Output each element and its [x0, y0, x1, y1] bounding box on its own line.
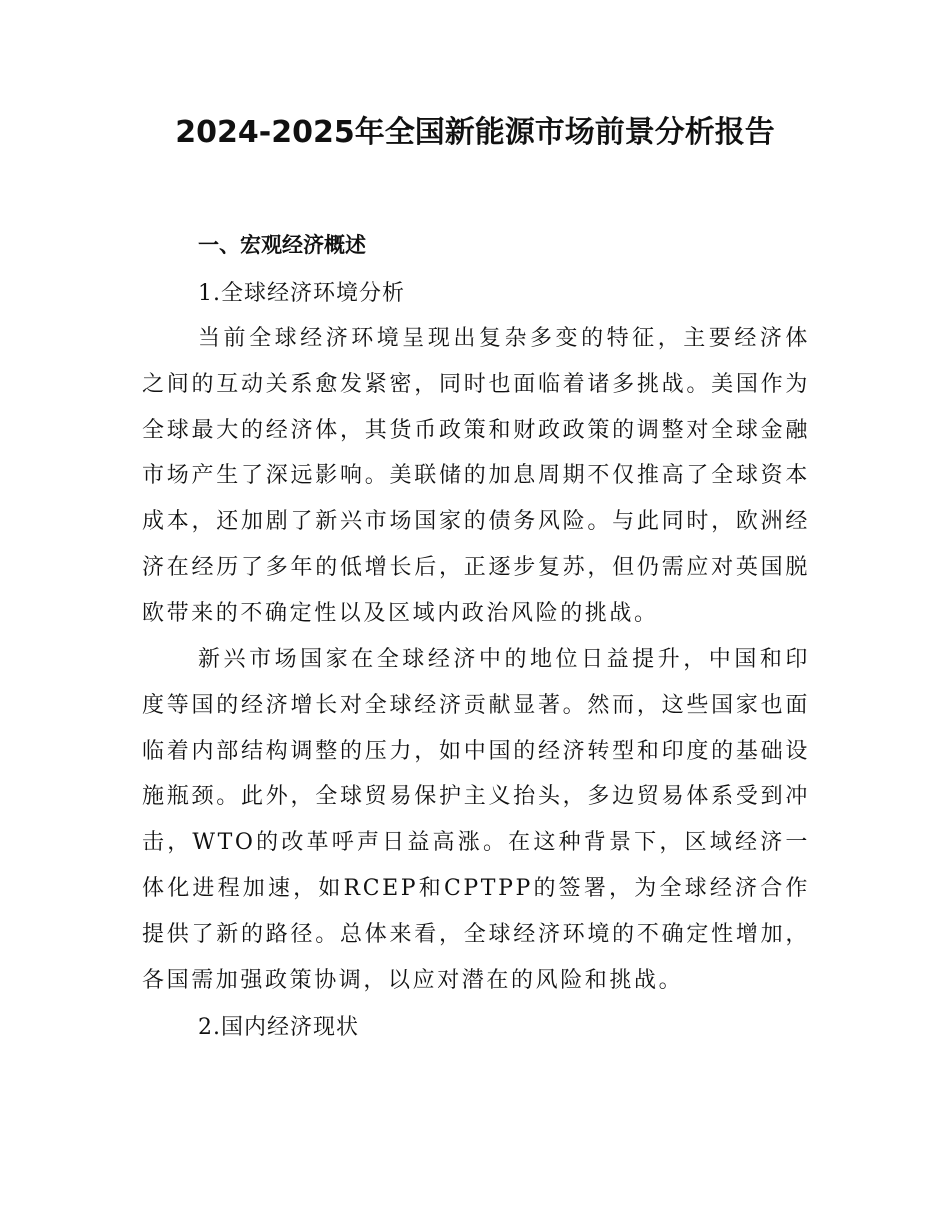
- subsection-heading: 1.全球经济环境分析: [198, 281, 405, 306]
- document-title: 2024-2025年全国新能源市场前景分析报告: [175, 115, 775, 150]
- section-heading: 一、宏观经济概述: [198, 233, 366, 257]
- subsection-heading: 2.国内经济现状: [198, 1015, 359, 1040]
- body-paragraph: 新兴市场国家在全球经济中的地位日益提升，中国和印度等国的经济增长对全球经济贡献显著。然而，这些国家也面临着内部结构调整的压力，如中国的经济转型和印度的基础设施瓶颈。此外，全球贸易保护主义抬头，多边贸易体系受到冲击，WTO的改革呼声日益高涨。在这种背景下，区域经济一体化进程加速，如RCEP和CPTPP的签署，为全球经济合作提供了新的路径。总体来看，全球经济环境的不确定性增加，各国需加强政策协调，以应对潜在的风险和挑战。: [142, 647, 810, 993]
- body-paragraph: 当前全球经济环境呈现出复杂多变的特征，主要经济体之间的互动关系愈发紧密，同时也面临着诸多挑战。美国作为全球最大的经济体，其货币政策和财政政策的调整对全球金融市场产生了深远影响。美联储的加息周期不仅推高了全球资本成本，还加剧了新兴市场国家的债务风险。与此同时，欧洲经济在经历了多年的低增长后，正逐步复苏，但仍需应对英国脱欧带来的不确定性以及区域内政治风险的挑战。: [142, 326, 810, 626]
